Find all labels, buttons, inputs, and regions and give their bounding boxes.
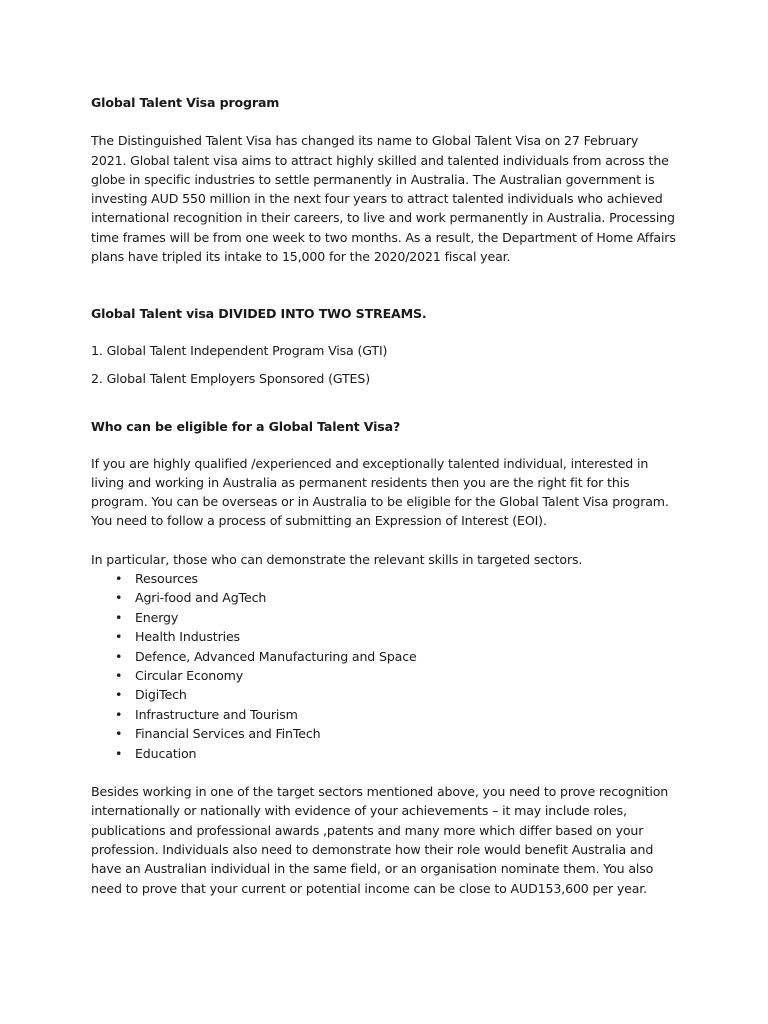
stream-item-gti: 1. Global Talent Independent Program Visa (GTI): [91, 342, 388, 358]
list-item: [115, 569, 677, 588]
bullet-icon: •: [115, 648, 123, 664]
bullet-icon: •: [115, 706, 123, 722]
sector-label: DigiTech: [135, 687, 187, 703]
document-title: Global Talent Visa program: [91, 95, 280, 110]
sector-label: Energy: [135, 609, 179, 625]
sector-label: Infrastructure and Tourism: [135, 706, 298, 722]
list-item: [115, 647, 677, 666]
list-item: [115, 608, 677, 627]
bullet-icon: •: [115, 687, 123, 703]
sector-label: Health Industries: [135, 629, 240, 645]
streams-heading: Global Talent visa DIVIDED INTO TWO STREAMS.: [91, 306, 427, 322]
sector-label: Circular Economy: [135, 668, 244, 684]
list-item: [115, 705, 677, 724]
spacer: [91, 266, 677, 304]
sector-label: Education: [135, 745, 197, 761]
stream-item-gtes: 2. Global Talent Employers Sponsored (GTES): [91, 370, 370, 386]
sector-label: Resources: [135, 571, 198, 587]
spacer: [91, 531, 677, 550]
spacer: [91, 763, 677, 782]
list-item: [115, 744, 677, 763]
spacer: [91, 397, 677, 417]
list-item: [115, 627, 677, 646]
intro-paragraph: The Distinguished Talent Visa has changed its name to Global Talent Visa on 27 February 2021. Global talent visa aims to attract highly skilled and talented individuals from across the globe in specific industries to settle permanently in Australia. The Australian government is investing AUD 550 million in the next four years to attract talented individuals who achieved international recognition in their careers, to live and work permanently in Australia. Processing time frames will be from one week to two months. As a result, the Department of Home Affairs plans have tripled its intake to 15,000 for the 2020/2021 fiscal year.: [91, 133, 676, 265]
document-body: [91, 93, 677, 898]
list-item: [115, 685, 677, 704]
bullet-icon: •: [115, 726, 123, 742]
eligibility-heading: Who can be eligible for a Global Talent Visa?: [91, 419, 401, 435]
bullet-icon: •: [115, 609, 123, 625]
list-item: [115, 588, 677, 607]
sector-label: Agri-food and AgTech: [135, 590, 267, 606]
sector-label: Defence, Advanced Manufacturing and Space: [135, 648, 417, 664]
bullet-icon: •: [115, 590, 123, 606]
sector-label: Financial Services and FinTech: [135, 726, 321, 742]
bullet-icon: •: [115, 629, 123, 645]
sectors-list: [91, 569, 677, 763]
eligibility-paragraph: If you are highly qualified /experienced and exceptionally talented individual, interested in living and working in Australia as permanent residents then you are the right fit for this program. You can be overseas or in Australia to be eligible for the Global Talent Visa program. You need to follow a process of submitting an Expression of Interest (EOI).: [91, 455, 669, 529]
bullet-icon: •: [115, 668, 123, 684]
list-item: [115, 724, 677, 743]
bullet-icon: •: [115, 571, 123, 587]
sectors-intro: In particular, those who can demonstrate the relevant skills in targeted sectors.: [91, 551, 583, 567]
list-item: [115, 666, 677, 685]
bullet-icon: •: [115, 745, 123, 761]
closing-paragraph: Besides working in one of the target sectors mentioned above, you need to prove recognition internationally or nationally with evidence of your achievements – it may include roles, publications and professional awards ,patents and many more which differ based on your profession. Individuals also need to demonstrate how their role would benefit Australia and have an Australian individual in the same field, or an organisation nominate them. You also need to prove that your current or potential income can be close to AUD153,600 per year.: [91, 784, 669, 896]
